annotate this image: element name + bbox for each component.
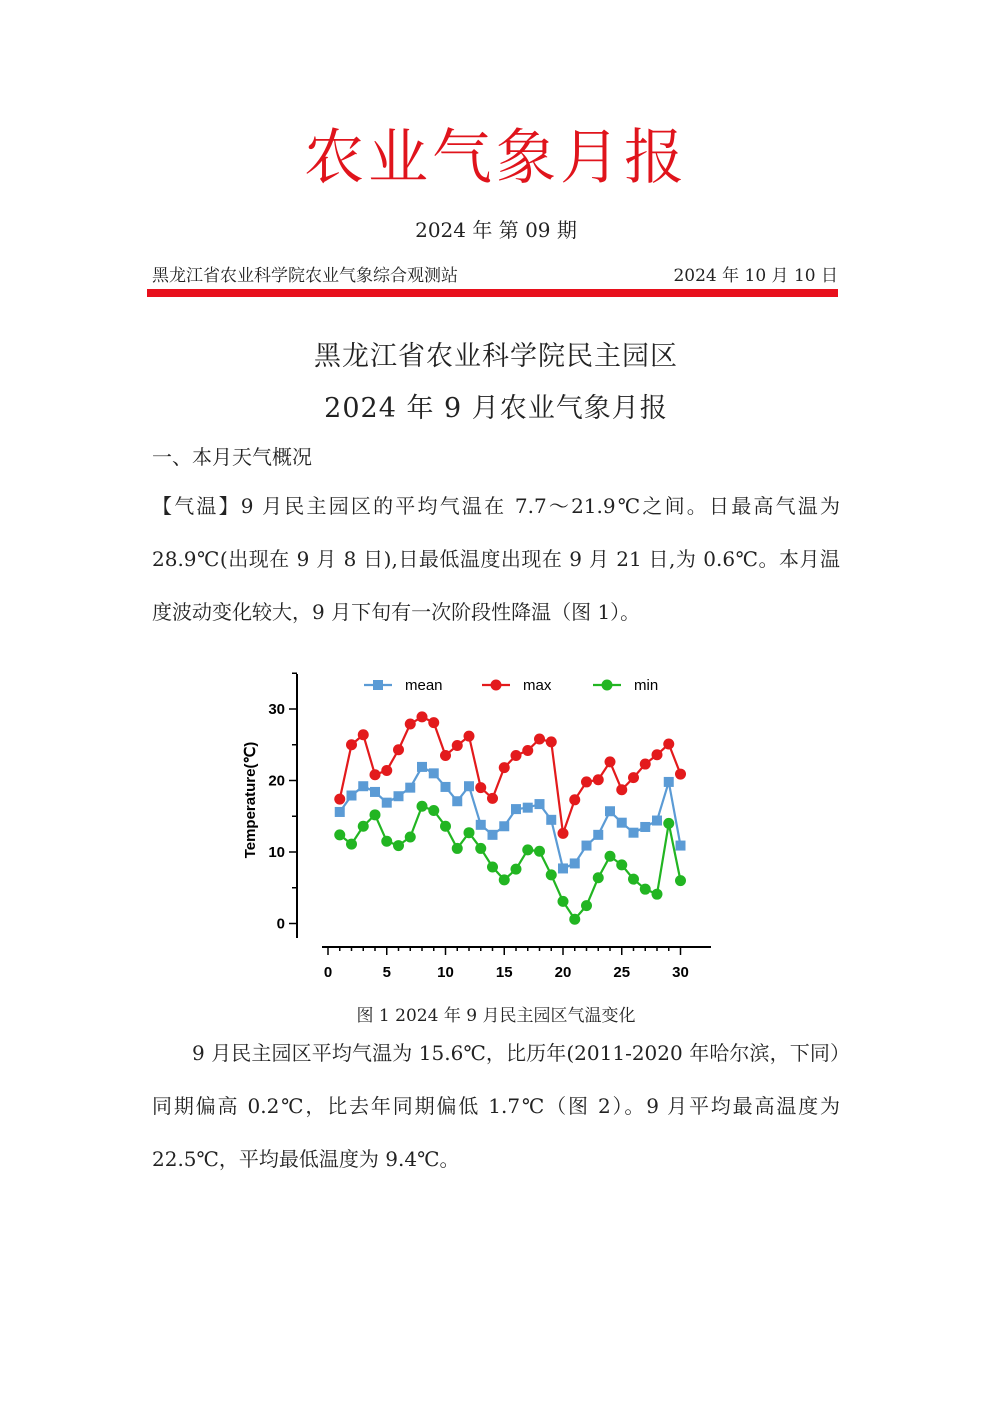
data-point-mean [582, 841, 592, 851]
masthead-title: 农业气象月报 [304, 123, 688, 193]
data-point-min [475, 843, 486, 854]
data-point-max [358, 729, 369, 740]
data-point-max [558, 828, 569, 839]
series-line-min [340, 806, 681, 919]
data-point-min [358, 821, 369, 832]
data-point-mean [652, 816, 662, 826]
data-point-max [616, 784, 627, 795]
data-point-max [581, 776, 592, 787]
data-point-max [675, 769, 686, 780]
data-point-mean [617, 818, 627, 828]
data-point-min [381, 836, 392, 847]
data-point-max [381, 765, 392, 776]
series-max [334, 711, 686, 839]
report-title-line2: 2024 年 9 月农业气象月报 [324, 393, 668, 424]
data-point-min [569, 914, 580, 925]
data-point-mean [335, 807, 345, 817]
data-point-max [452, 740, 463, 751]
data-point-mean [558, 863, 568, 873]
section-heading: 一、本月天气概况 [152, 445, 312, 469]
data-point-min [346, 839, 357, 850]
data-point-min [581, 900, 592, 911]
data-point-min [605, 851, 616, 862]
y-tick-label: 30 [268, 701, 285, 718]
data-point-min [334, 829, 345, 840]
data-point-max [663, 739, 674, 750]
data-point-min [405, 831, 416, 842]
data-point-mean [405, 783, 415, 793]
data-point-max [605, 756, 616, 767]
data-point-mean [523, 803, 533, 813]
legend-item-max [482, 677, 552, 694]
data-point-mean [394, 791, 404, 801]
data-point-mean [570, 858, 580, 868]
data-point-min [652, 889, 663, 900]
data-point-min [522, 844, 533, 855]
data-point-mean [476, 820, 486, 830]
data-point-max [370, 769, 381, 780]
data-point-min [534, 846, 545, 857]
data-point-max [569, 794, 580, 805]
data-point-min [640, 884, 651, 895]
chart-axes [297, 674, 711, 947]
legend-label: max [523, 677, 552, 694]
organization-name: 黑龙江省农业科学院农业气象综合观测站 [152, 266, 458, 286]
chart-series [334, 711, 686, 924]
data-point-mean [358, 781, 368, 791]
data-point-max [511, 750, 522, 761]
data-point-max [534, 734, 545, 745]
legend-label: min [634, 677, 659, 694]
data-point-min [370, 809, 381, 820]
data-point-max [346, 739, 357, 750]
data-point-min [628, 874, 639, 885]
x-tick-label: 20 [554, 964, 572, 981]
legend-label: mean [405, 677, 443, 694]
data-point-mean [535, 799, 545, 809]
data-point-max [428, 717, 439, 728]
data-point-mean [347, 791, 357, 801]
data-point-max [628, 772, 639, 783]
data-point-max [417, 711, 428, 722]
data-point-mean [488, 830, 498, 840]
data-point-mean [676, 841, 686, 851]
y-tick-label: 0 [276, 915, 285, 933]
data-point-max [593, 774, 604, 785]
data-point-min [499, 874, 510, 885]
mean-temperature-paragraph: 9 月民主园区平均气温为 15.6℃，比历年(2011-2020 年哈尔滨，下同）同期偏高 0.2℃，比去年同期偏低 1.7℃（图 2）。9 月平均最高温度为 22.5℃，平均最低温度为 9.4℃。 [152, 1041, 840, 1171]
data-point-mean [417, 762, 427, 772]
legend-item-mean [364, 677, 443, 694]
data-point-min [616, 859, 627, 870]
data-point-min [464, 827, 475, 838]
data-point-mean [429, 768, 439, 778]
y-tick-label: 20 [268, 772, 285, 790]
chart-legend [364, 677, 658, 694]
data-point-max [487, 793, 498, 804]
issue-number: 2024 年 第 09 期 [415, 218, 577, 242]
data-point-mean [441, 782, 451, 792]
data-point-min [440, 821, 451, 832]
x-tick-label: 25 [613, 964, 631, 981]
data-point-max [475, 782, 486, 793]
data-point-mean [605, 806, 615, 816]
data-point-max [546, 736, 557, 747]
x-tick-label: 10 [437, 964, 454, 981]
data-point-mean [511, 804, 521, 814]
data-point-max [334, 794, 345, 805]
data-point-min [393, 840, 404, 851]
temperature-paragraph: 【气温】9 月民主园区的平均气温在 7.7～21.9℃之间。日最高气温为 28.9℃(出现在 9 月 8 日),日最低温度出现在 9 月 21 日,为 0.6℃。本月温度波动变化较大，9 月下旬有一次阶段性降温（图 1）。 [152, 494, 840, 624]
data-point-mean [664, 777, 674, 787]
y-tick-label: 10 [268, 844, 285, 861]
data-point-max [499, 762, 510, 773]
data-point-min [558, 896, 569, 907]
data-point-max [522, 745, 533, 756]
x-tick-label: 15 [495, 964, 513, 981]
x-tick-label: 30 [672, 964, 689, 981]
legend-marker [491, 680, 502, 691]
legend-marker [602, 680, 613, 691]
header-divider [147, 289, 838, 297]
data-point-mean [629, 828, 639, 838]
data-point-max [405, 719, 416, 730]
data-point-max [652, 749, 663, 760]
figure-caption: 图 1 2024 年 9 月民主园区气温变化 [356, 1006, 636, 1026]
publish-date: 2024 年 10 月 10 日 [673, 266, 838, 286]
data-point-min [546, 869, 557, 880]
data-point-min [452, 843, 463, 854]
legend-marker [373, 680, 383, 690]
legend-item-min [593, 677, 658, 694]
x-tick-label: 5 [382, 964, 391, 981]
data-point-min [663, 818, 674, 829]
x-tick-label: 0 [323, 964, 333, 981]
data-point-mean [382, 798, 392, 808]
data-point-mean [499, 821, 509, 831]
temperature-chart [230, 660, 730, 990]
y-axis-label: Temperature(℃) [242, 741, 259, 859]
data-point-mean [464, 781, 474, 791]
data-point-min [487, 862, 498, 873]
data-point-mean [546, 815, 556, 825]
data-point-mean [452, 796, 462, 806]
data-point-max [640, 759, 651, 770]
data-point-max [464, 731, 475, 742]
data-point-min [417, 801, 428, 812]
data-point-min [593, 872, 604, 883]
report-title-line1: 黑龙江省农业科学院民主园区 [314, 341, 678, 372]
data-point-min [511, 864, 522, 875]
data-point-max [440, 750, 451, 761]
data-point-mean [593, 830, 603, 840]
data-point-max [393, 744, 404, 755]
data-point-mean [640, 822, 650, 832]
data-point-mean [370, 787, 380, 797]
data-point-min [428, 805, 439, 816]
data-point-min [675, 875, 686, 886]
